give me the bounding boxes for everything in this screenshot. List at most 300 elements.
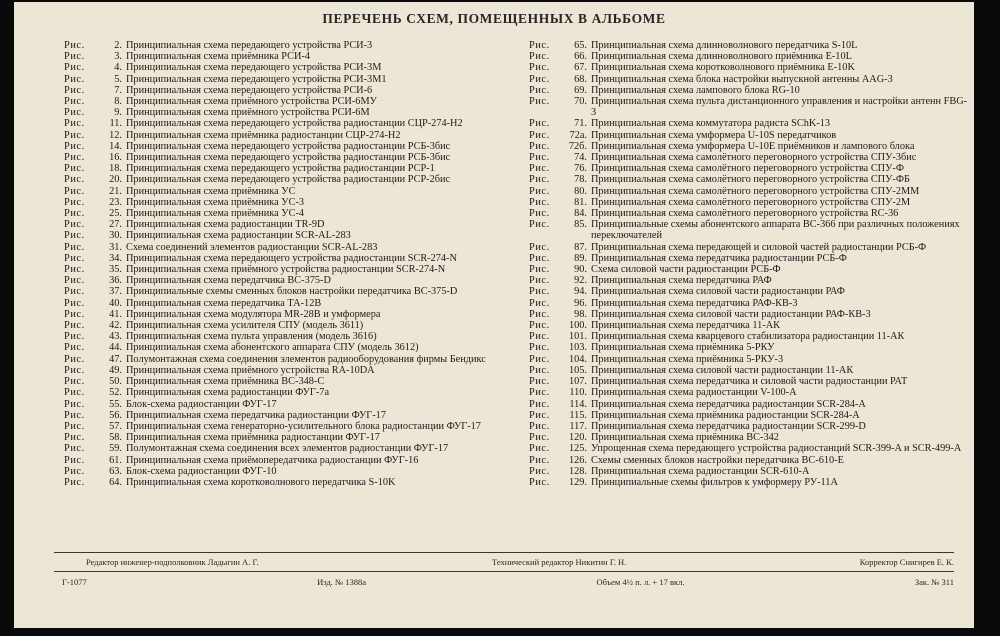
figure-description: Принципиальная схема радиостанции V-100-А (591, 387, 797, 399)
figure-entry (64, 298, 522, 309)
figure-description: Схема силовой части радиостанции РСБ-Ф (591, 264, 781, 276)
figure-number: 37. (109, 286, 122, 298)
figure-label: Рис. (64, 297, 85, 309)
figure-label: Рис. (64, 465, 85, 477)
figure-description: Принципиальная схема самолётного переговорного устройства СПУ-3бис (591, 152, 917, 164)
figure-number: 34. (109, 252, 122, 264)
figure-description: Принципиальные схемы сменных блоков настройки передатчика ВС-375-D (126, 286, 458, 298)
figure-entry (64, 130, 522, 141)
figure-number: 30. (109, 230, 122, 242)
figure-number: 16. (109, 152, 122, 164)
figure-number: 70. (574, 96, 587, 108)
editor-credit: Редактор инженер-подполковник Ладыгин А. Г. (86, 557, 259, 567)
figure-label: Рис. (529, 275, 550, 287)
figure-description: Принципиальные схемы фильтров к умформеру РУ-11А (591, 476, 838, 488)
figure-entry (529, 208, 969, 219)
page-title: ПЕРЕЧЕНЬ СХЕМ, ПОМЕЩЕННЫХ В АЛЬБОМЕ (322, 11, 666, 26)
figure-number: 107. (568, 376, 587, 388)
figure-description: Принципиальная схема приёмопередатчика радиостанции ФУГ-16 (126, 454, 419, 466)
figure-description: Принципиальная схема передающего устройства радиостанции РСР-2бис (126, 174, 451, 186)
figure-number: 67. (574, 62, 587, 74)
figure-description: Принципиальная схема передатчика радиостанции РСБ-Ф (591, 252, 847, 264)
figure-label: Рис. (64, 40, 85, 51)
figure-label: Рис. (529, 398, 550, 410)
volume-info: Объем 4½ п. л. + 17 вкл. (596, 577, 685, 587)
figure-label: Рис. (529, 297, 550, 309)
figure-label: Рис. (529, 62, 550, 74)
figure-number: 103. (568, 342, 587, 354)
figure-label: Рис. (64, 432, 85, 444)
figure-description: Принципиальная схема приёмника УС (126, 185, 296, 197)
figure-description: Принципиальная схема передающего устройства радиостанции SCR-274-N (126, 252, 457, 264)
figure-description: Принципиальная схема умформера U-10S передатчиков (591, 129, 837, 141)
figure-number: 125. (568, 443, 587, 455)
figure-description: Принципиальная схема генераторно-усилительного блока радиостанции ФУГ-17 (126, 420, 481, 432)
figure-entry (64, 365, 522, 376)
figure-label: Рис. (64, 476, 85, 488)
figure-number: 71. (574, 118, 587, 130)
figure-number: 27. (109, 219, 122, 231)
figure-label: Рис. (64, 140, 85, 152)
figure-label: Рис. (529, 331, 550, 343)
figure-number: 49. (109, 364, 122, 376)
figure-entry (64, 443, 522, 454)
figure-number: 72а. (569, 129, 587, 141)
figure-label: Рис. (529, 40, 550, 51)
figure-description: Принципиальная схема умформера U-10E приёмников и лампового блока (591, 140, 915, 152)
figure-entry (64, 421, 522, 432)
figure-number: 94. (574, 286, 587, 298)
figure-entry (64, 242, 522, 253)
figure-description: Принципиальная схема блока настройки выпускной антенны AAG-3 (591, 73, 893, 85)
figure-label: Рис. (529, 152, 550, 164)
figure-entry (529, 275, 969, 286)
figure-label: Рис. (64, 163, 85, 175)
figure-description: Принципиальная схема радиостанции SCR-610-A (591, 465, 810, 477)
figure-label: Рис. (64, 376, 85, 388)
figure-number: 47. (109, 353, 122, 365)
figure-label: Рис. (64, 62, 85, 74)
figure-label: Рис. (529, 118, 550, 130)
figure-number: 129. (568, 476, 587, 488)
figure-label: Рис. (64, 84, 85, 96)
figure-entry (529, 365, 969, 376)
figure-entry (529, 242, 969, 253)
figure-description: Блок-схема радиостанции ФУГ-17 (126, 398, 277, 410)
figure-label: Рис. (64, 342, 85, 354)
figure-entry (64, 40, 522, 51)
figure-label: Рис. (529, 286, 550, 298)
figure-entry (529, 85, 969, 96)
figure-entry (529, 51, 969, 62)
figure-number: 20. (109, 174, 122, 186)
figure-entry (529, 286, 969, 297)
figure-description: Принципиальная схема радиостанции ФУГ-7а (126, 387, 330, 399)
figure-description: Принципиальная схема приёмника РСИ-4 (126, 51, 311, 63)
figure-description: Принципиальная схема пульта управления (модель 3616) (126, 331, 377, 343)
figure-description: Принципиальная схема приёмного устройства радиостанции SCR-274-N (126, 264, 446, 276)
figure-label: Рис. (529, 387, 550, 399)
tech-editor-credit: Технический редактор Никитин Г. Н. (492, 557, 627, 567)
figure-label: Рис. (64, 320, 85, 332)
figure-label: Рис. (64, 129, 85, 141)
figure-label: Рис. (529, 264, 550, 276)
figure-entry (529, 376, 969, 387)
figure-description: Принципиальная схема передающего устройства РСИ-6 (126, 84, 373, 96)
figure-label: Рис. (529, 241, 550, 253)
figure-description: Принципиальная схема передающего устройства радиостанции РСР-1 (126, 163, 435, 175)
figure-number: 42. (109, 320, 122, 332)
figure-description: Принципиальная схема передатчика и силовой части радиостанции РАТ (591, 376, 908, 388)
figure-description: Принципиальная схема радиостанции SCR-AL-283 (126, 230, 351, 242)
figure-entry (529, 174, 969, 185)
figure-entry (64, 208, 522, 219)
figure-label: Рис. (64, 73, 85, 85)
figure-label: Рис. (529, 84, 550, 96)
figure-number: 43. (109, 331, 122, 343)
figure-label: Рис. (529, 353, 550, 365)
figure-number: 65. (574, 40, 587, 51)
figure-label: Рис. (64, 398, 85, 410)
figure-label: Рис. (529, 140, 550, 152)
figure-label: Рис. (64, 286, 85, 298)
figure-entry (64, 186, 522, 197)
figure-entry (64, 399, 522, 410)
figure-description: Принципиальная схема модулятора MR-28B и умформера (126, 308, 381, 320)
figure-entry (529, 40, 969, 51)
figure-number: 64. (109, 476, 122, 488)
figure-entry (529, 130, 969, 141)
figure-entry (64, 74, 522, 85)
figure-number: 81. (574, 196, 587, 208)
figure-entry (64, 387, 522, 398)
figure-entry (64, 230, 522, 241)
figure-entry (529, 141, 969, 152)
figure-number: 100. (568, 320, 587, 332)
figure-label: Рис. (64, 387, 85, 399)
figure-description: Принципиальная схема пульта дистанционного управления и настройки антенн FBG-3 (591, 96, 968, 119)
figure-number: 50. (109, 376, 122, 388)
figure-description: Принципиальная схема усилителя СПУ (модель 3611) (126, 320, 364, 332)
figure-entry (529, 466, 969, 477)
figure-entry (64, 163, 522, 174)
figure-description: Принципиальные схемы абонентского аппарата ВС-366 при различных положениях переключателей (591, 219, 960, 242)
figure-label: Рис. (64, 454, 85, 466)
figure-label: Рис. (64, 275, 85, 287)
figure-label: Рис. (64, 107, 85, 119)
figure-description: Принципиальная схема приёмника УС-4 (126, 208, 305, 220)
figure-description: Принципиальная схема приёмного устройства RA-10DA (126, 364, 375, 376)
figure-entry (529, 74, 969, 85)
figure-label: Рис. (529, 219, 550, 231)
figure-label: Рис. (64, 353, 85, 365)
figure-number: 72б. (568, 140, 587, 152)
figure-entry (529, 163, 969, 174)
figure-number: 57. (109, 420, 122, 432)
figure-number: 23. (109, 196, 122, 208)
figure-description: Принципиальная схема приёмника ВС-342 (591, 432, 779, 444)
figure-entry (64, 432, 522, 443)
figure-label: Рис. (529, 51, 550, 63)
figure-label: Рис. (529, 409, 550, 421)
figure-description: Принципиальная схема передающего устройства радиостанции СЦР-274-Н2 (126, 118, 463, 130)
figure-number: 110. (569, 387, 587, 399)
edition-number: Изд. № 1388а (317, 577, 367, 587)
figure-number: 92. (574, 275, 587, 287)
figure-label: Рис. (529, 443, 550, 455)
publication-code: Г-1077 (62, 577, 87, 587)
figure-entry (529, 399, 969, 410)
figure-number: 61. (109, 454, 122, 466)
left-column (64, 40, 522, 488)
figure-number: 31. (109, 241, 122, 253)
figure-label: Рис. (529, 476, 550, 488)
figure-label: Рис. (64, 331, 85, 343)
figure-label: Рис. (64, 420, 85, 432)
figure-entry (64, 152, 522, 163)
figure-entry (64, 331, 522, 342)
figure-label: Рис. (529, 454, 550, 466)
figure-number: 4. (114, 62, 122, 74)
figure-number: 41. (109, 308, 122, 320)
figure-entry (529, 320, 969, 331)
figure-label: Рис. (64, 196, 85, 208)
figure-entry (64, 342, 522, 353)
figure-number: 21. (109, 185, 122, 197)
figure-label: Рис. (529, 342, 550, 354)
figure-entry (64, 477, 522, 488)
figure-number: 104. (568, 353, 587, 365)
figure-description: Полумонтажная схема соединения всех элементов радиостанции ФУГ-17 (126, 443, 449, 455)
figure-number: 114. (569, 398, 587, 410)
figure-number: 105. (568, 364, 587, 376)
figure-number: 18. (109, 163, 122, 175)
figure-entry (64, 264, 522, 275)
figure-number: 74. (574, 152, 587, 164)
figure-entry (64, 376, 522, 387)
figure-number: 85. (574, 219, 587, 231)
figure-description: Принципиальная схема приёмника ВС-348-С (126, 376, 325, 388)
figure-description: Принципиальная схема передающего устройства РСИ-3М (126, 62, 382, 74)
figure-description: Принципиальная схема передающего устройства РСИ-3М1 (126, 73, 387, 85)
figure-label: Рис. (529, 208, 550, 220)
figure-label: Рис. (64, 241, 85, 253)
figure-description: Принципиальная схема самолётного переговорного устройства RC-36 (591, 208, 899, 220)
figure-label: Рис. (529, 174, 550, 186)
figure-entry (64, 62, 522, 73)
figure-label: Рис. (64, 409, 85, 421)
figure-entry (64, 219, 522, 230)
figure-number: 80. (574, 185, 587, 197)
figure-description: Принципиальная схема приёмника радиостанции СЦР-274-Н2 (126, 129, 401, 141)
figure-label: Рис. (529, 196, 550, 208)
figure-description: Принципиальная схема приёмного устройства РСИ-6М (126, 107, 370, 119)
figure-description: Принципиальная схема коротковолнового приёмника E-10K (591, 62, 855, 74)
figure-entry (529, 118, 969, 129)
figure-number: 55. (109, 398, 122, 410)
figure-entry (529, 443, 969, 454)
figure-entry (529, 197, 969, 208)
figure-description: Принципиальная схема передатчика РАФ (591, 275, 772, 287)
figure-number: 9. (114, 107, 122, 119)
figure-description: Принципиальная схема приёмника радиостанции SCR-284-A (591, 409, 860, 421)
figure-label: Рис. (64, 443, 85, 455)
figure-description: Принципиальная схема самолётного переговорного устройства СПУ-2ММ (591, 185, 920, 197)
figure-entry (529, 309, 969, 320)
figure-label: Рис. (64, 51, 85, 63)
figure-entry (64, 410, 522, 421)
figure-description: Принципиальная схема приёмного устройства РСИ-6МУ (126, 96, 377, 108)
figure-number: 2. (114, 40, 122, 51)
figure-entry (64, 118, 522, 129)
figure-label: Рис. (64, 364, 85, 376)
figure-description: Принципиальная схема силовой части радиостанции РАФ (591, 286, 845, 298)
figure-entry (529, 264, 969, 275)
figure-label: Рис. (64, 96, 85, 108)
figure-label: Рис. (529, 252, 550, 264)
figure-label: Рис. (529, 465, 550, 477)
figure-label: Рис. (64, 152, 85, 164)
figure-description: Принципиальная схема передатчика РАФ-КВ-3 (591, 297, 798, 309)
figure-description: Принципиальная схема приёмника 5-РКУ (591, 342, 775, 354)
right-column (529, 40, 969, 488)
figure-number: 40. (109, 297, 122, 309)
corrector-credit: Корректор Снигирев Е. К. (859, 557, 954, 567)
figure-entry (64, 51, 522, 62)
figure-number: 90. (574, 264, 587, 276)
figure-label: Рис. (529, 129, 550, 141)
figure-entry (529, 387, 969, 398)
figure-description: Принципиальная схема передатчика радиостанции SCR-284-A (591, 398, 866, 410)
figure-label: Рис. (529, 308, 550, 320)
figure-entry (529, 62, 969, 73)
figure-entry (64, 286, 522, 297)
figure-entry (529, 253, 969, 264)
figure-entry (529, 96, 969, 118)
figure-number: 76. (574, 163, 587, 175)
figure-entry (529, 477, 969, 488)
figure-entry (529, 152, 969, 163)
figure-description: Принципиальная схема передатчика ТА-12В (126, 297, 322, 309)
order-number: Зак. № 311 (914, 577, 954, 587)
imprint-footer (54, 552, 954, 587)
figure-description: Принципиальная схема самолётного переговорного устройства СПУ-ФБ (591, 174, 910, 186)
figure-entry (529, 432, 969, 443)
figure-number: 36. (109, 275, 122, 287)
figure-description: Принципиальная схема приёмника 5-РКУ-3 (591, 353, 784, 365)
figure-description: Принципиальная схема передающего устройства РСИ-3 (126, 40, 373, 51)
figure-entry (529, 421, 969, 432)
figure-entry (529, 298, 969, 309)
figure-entry (529, 455, 969, 466)
figure-description: Принципиальная схема передатчика радиостанции SCR-299-D (591, 420, 866, 432)
figure-description: Упрощенная схема передающего устройства радиостанций SCR-399-A и SCR-499-A (591, 443, 962, 455)
figure-label: Рис. (64, 252, 85, 264)
figure-number: 35. (109, 264, 122, 276)
figure-label: Рис. (64, 208, 85, 220)
figure-entry (64, 320, 522, 331)
figure-description: Принципиальная схема кварцевого стабилизатора радиостанции 11-АК (591, 331, 905, 343)
figure-number: 84. (574, 208, 587, 220)
figure-number: 69. (574, 84, 587, 96)
figure-number: 25. (109, 208, 122, 220)
figure-entry (529, 219, 969, 241)
figure-description: Полумонтажная схема соединения элементов радиооборудования фирмы Бендикс (126, 353, 486, 365)
figure-description: Принципиальная схема передающего устройства радиостанции РСБ-3бис (126, 140, 451, 152)
figure-number: 44. (109, 342, 122, 354)
figure-entry (64, 455, 522, 466)
figure-number: 59. (109, 443, 122, 455)
figure-description: Принципиальная схема длинноволнового передатчика S-10L (591, 40, 858, 51)
figure-entry (64, 141, 522, 152)
figure-description: Блок-схема радиостанции ФУГ-10 (126, 465, 277, 477)
figure-description: Схемы сменных блоков настройки передатчика ВС-610-Е (591, 454, 844, 466)
figure-description: Принципиальная схема передатчика ВС-375-D (126, 275, 331, 287)
figure-number: 101. (568, 331, 587, 343)
figure-number: 11. (109, 118, 122, 130)
figure-label: Рис. (64, 230, 85, 242)
document-page (14, 2, 974, 628)
figure-description: Принципиальная схема передатчика радиостанции ФУГ-17 (126, 409, 386, 421)
figure-number: 89. (574, 252, 587, 264)
figure-number: 63. (109, 465, 122, 477)
figure-label: Рис. (64, 308, 85, 320)
figure-number: 5. (114, 73, 122, 85)
figure-description: Принципиальная схема приёмника радиостанции ФУГ-17 (126, 432, 380, 444)
figure-entry (64, 197, 522, 208)
figure-description: Принципиальная схема абонентского аппарата СПУ (модель 3612) (126, 342, 419, 354)
figure-description: Принципиальная схема коммутатора радиста SChK-13 (591, 118, 831, 130)
figure-entry (64, 275, 522, 286)
figure-description: Принципиальная схема передатчика 11-АК (591, 320, 781, 332)
figure-label: Рис. (529, 364, 550, 376)
figure-number: 8. (114, 96, 122, 108)
figure-label: Рис. (64, 118, 85, 130)
figure-description: Принципиальная схема радиостанции TR-9D (126, 219, 325, 231)
figure-description: Принципиальная схема самолётного переговорного устройства СПУ-2М (591, 196, 911, 208)
figure-entry (529, 410, 969, 421)
figure-description: Схема соединений элементов радиостанции SCR-AL-283 (126, 241, 378, 253)
figure-description: Принципиальная схема лампового блока RG-10 (591, 84, 800, 96)
figure-label: Рис. (64, 185, 85, 197)
figure-entry (529, 331, 969, 342)
figure-number: 126. (568, 454, 587, 466)
figure-entry (64, 96, 522, 107)
figure-number: 87. (574, 241, 587, 253)
figure-label: Рис. (529, 320, 550, 332)
figure-label: Рис. (529, 185, 550, 197)
figure-description: Принципиальная схема силовой части радиостанции РАФ-КВ-3 (591, 308, 871, 320)
figure-label: Рис. (64, 174, 85, 186)
figure-description: Принципиальная схема длинноволнового приёмника E-10L (591, 51, 852, 63)
figure-number: 52. (109, 387, 122, 399)
figure-number: 96. (574, 297, 587, 309)
figure-description: Принципиальная схема самолётного переговорного устройства СПУ-Ф (591, 163, 904, 175)
figure-entry (64, 85, 522, 96)
figure-entry (529, 354, 969, 365)
figure-number: 14. (109, 140, 122, 152)
figure-label: Рис. (64, 264, 85, 276)
figure-number: 120. (568, 432, 587, 444)
figure-number: 68. (574, 73, 587, 85)
figure-number: 66. (574, 51, 587, 63)
figure-label: Рис. (64, 219, 85, 231)
figure-number: 117. (569, 420, 587, 432)
figure-number: 7. (114, 84, 122, 96)
figure-number: 3. (114, 51, 122, 63)
figure-description: Принципиальная схема приёмника УС-3 (126, 196, 305, 208)
figure-entry (529, 186, 969, 197)
